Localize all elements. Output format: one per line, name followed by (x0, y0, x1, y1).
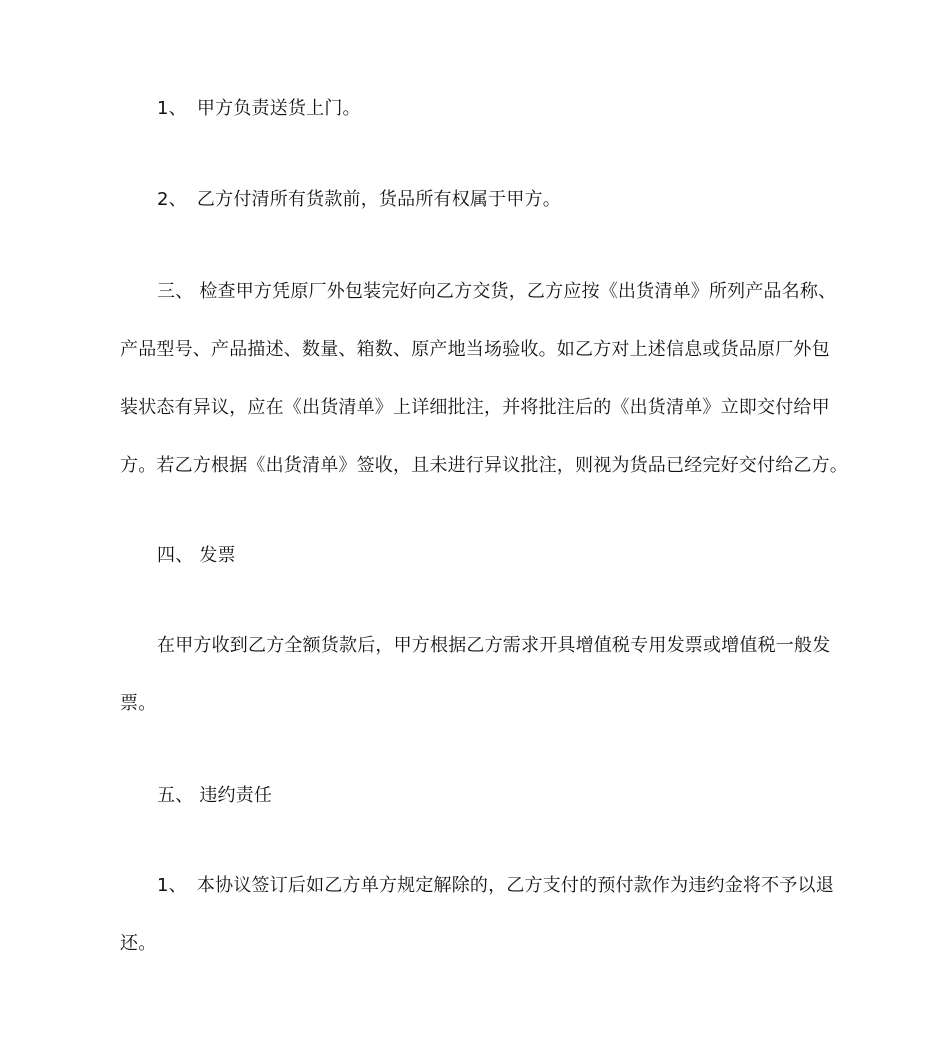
paragraph-line (120, 396, 835, 420)
clause-text: 本协议签订后如乙方单方规定解除的，乙方支付的预付款作为违约金将不予以退 (196, 875, 834, 896)
paragraph-text: 票。 (120, 693, 157, 714)
paragraph-line (157, 634, 847, 658)
clause-text: 甲方负责送货上门。 (196, 98, 361, 119)
paragraph-text: 装状态有异议，应在《出货清单》上详细批注，并将批注后的《出货清单》立即交付给甲 (120, 397, 830, 418)
paragraph-line (120, 454, 848, 478)
section-number: 三、 (157, 281, 194, 302)
paragraph-line (120, 692, 835, 716)
paragraph-text: 在甲方收到乙方全额货款后，甲方根据乙方需求开具增值税专用发票或增值税一般发 (157, 635, 831, 656)
section-number: 四、 (157, 545, 194, 566)
clause-line-5-1 (157, 874, 847, 898)
clause-number: 1、 (157, 98, 187, 119)
clause-number: 1、 (157, 875, 187, 896)
paragraph-text: 还。 (120, 933, 157, 954)
clause-line-1 (157, 97, 847, 121)
section-title: 违约责任 (199, 785, 273, 806)
paragraph-text: 方。若乙方根据《出货清单》签收，且未进行异议批注，则视为货品已经完好交付给乙方。 (120, 455, 848, 476)
section-title: 发票 (199, 545, 236, 566)
paragraph-line (120, 338, 835, 362)
clause-text: 乙方付清所有货款前，货品所有权属于甲方。 (196, 189, 561, 210)
section-five-heading (157, 784, 847, 808)
section-text: 检查甲方凭原厂外包装完好向乙方交货，乙方应按《出货清单》所列产品名称、 (199, 281, 837, 302)
paragraph-line (120, 932, 835, 956)
section-three-heading-line (157, 280, 847, 304)
section-four-heading (157, 544, 847, 568)
clause-line-2 (157, 188, 847, 212)
section-number: 五、 (157, 785, 194, 806)
paragraph-text: 产品型号、产品描述、数量、箱数、原产地当场验收。如乙方对上述信息或货品原厂外包 (120, 339, 830, 360)
clause-number: 2、 (157, 189, 187, 210)
